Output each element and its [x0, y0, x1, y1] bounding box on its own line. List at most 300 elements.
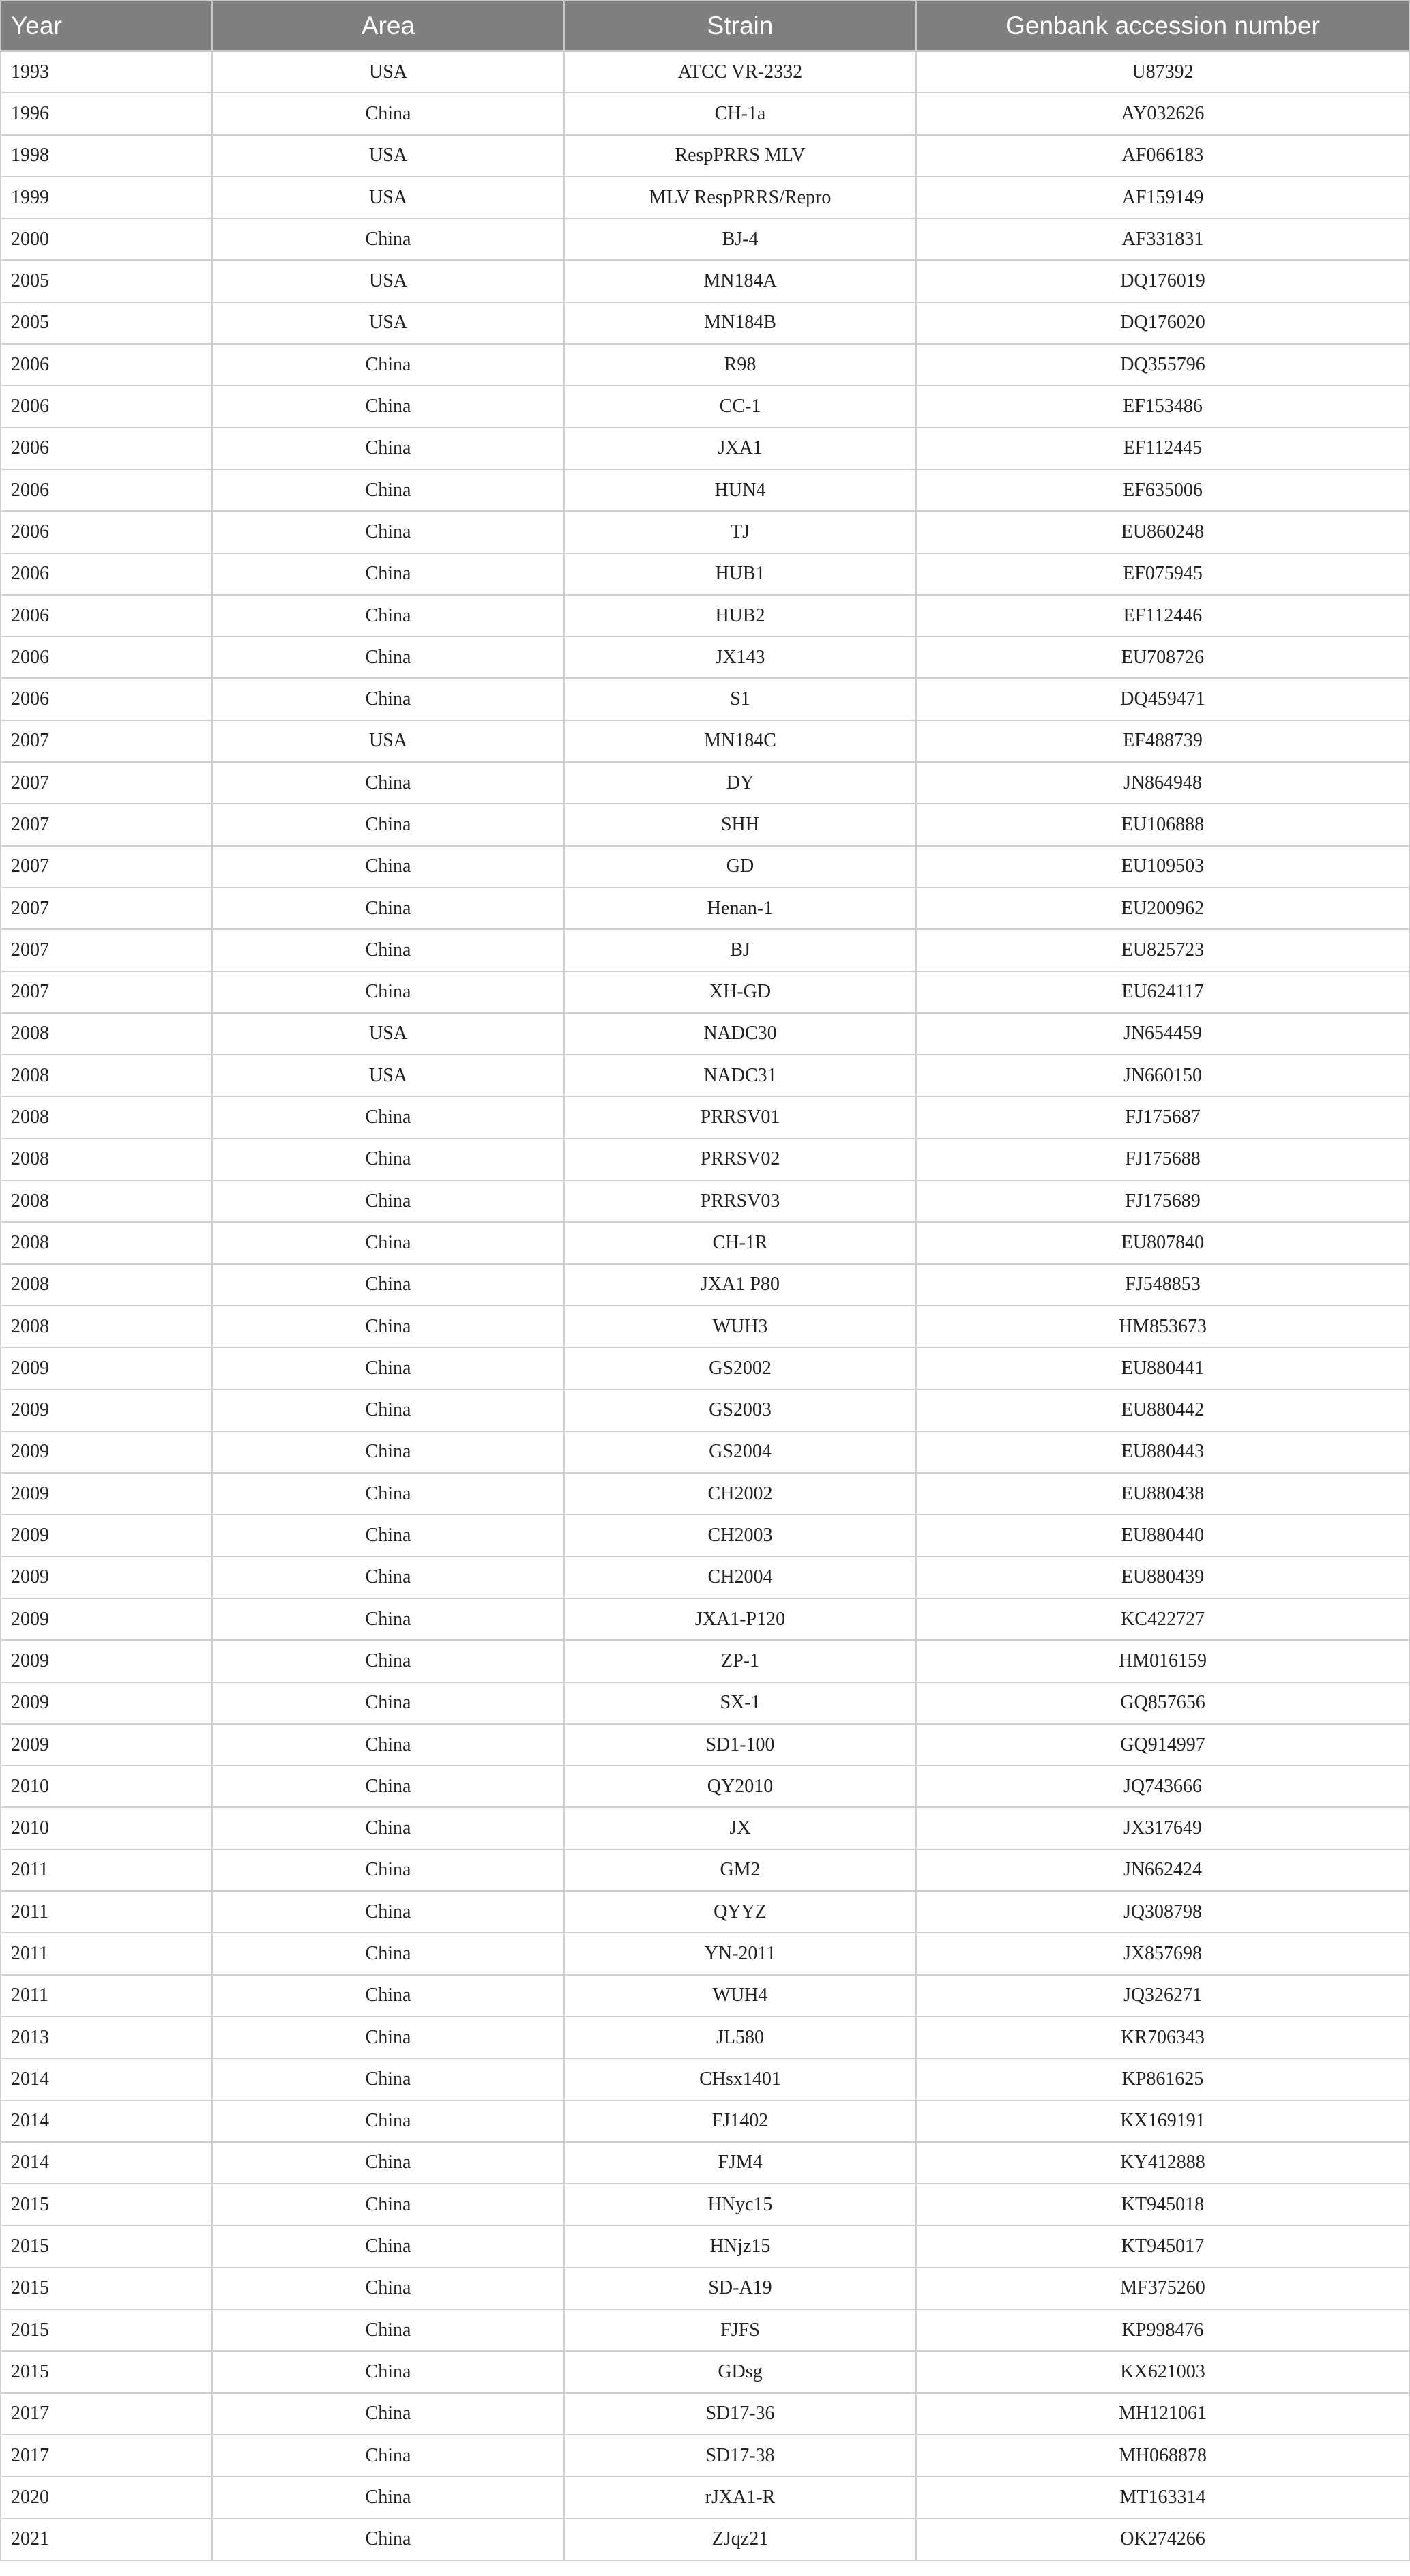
cell-year: 2015 — [1, 2268, 212, 2309]
cell-strain: Henan-1 — [564, 888, 916, 929]
header-accession: Genbank accession number — [916, 1, 1409, 51]
cell-area: China — [212, 2393, 564, 2435]
cell-accession: KT945017 — [916, 2225, 1409, 2267]
cell-year: 2008 — [1, 1013, 212, 1055]
cell-area: USA — [212, 720, 564, 762]
cell-year: 2007 — [1, 762, 212, 804]
cell-year: 2013 — [1, 2017, 212, 2058]
cell-accession: JN864948 — [916, 762, 1409, 804]
cell-accession: FJ175688 — [916, 1139, 1409, 1180]
cell-accession: JN654459 — [916, 1013, 1409, 1055]
cell-accession: JN660150 — [916, 1055, 1409, 1096]
cell-strain: SD-A19 — [564, 2268, 916, 2309]
cell-year: 2007 — [1, 971, 212, 1013]
cell-area: China — [212, 1096, 564, 1138]
cell-strain: SD17-36 — [564, 2393, 916, 2435]
cell-accession: AF159149 — [916, 177, 1409, 218]
cell-year: 2009 — [1, 1682, 212, 1724]
cell-accession: KC422727 — [916, 1598, 1409, 1640]
cell-area: China — [212, 1222, 564, 1263]
cell-area: China — [212, 553, 564, 595]
table-row — [1, 218, 1409, 260]
cell-area: China — [212, 1347, 564, 1389]
cell-strain: TJ — [564, 511, 916, 553]
cell-area: China — [212, 804, 564, 845]
table-row — [1, 1933, 1409, 1974]
cell-area: China — [212, 678, 564, 720]
cell-year: 2009 — [1, 1598, 212, 1640]
cell-area: China — [212, 1390, 564, 1431]
cell-accession: EU880439 — [916, 1557, 1409, 1598]
table-row — [1, 636, 1409, 678]
cell-strain: rJXA1-R — [564, 2476, 916, 2518]
cell-area: China — [212, 1180, 564, 1222]
cell-area: China — [212, 1933, 564, 1974]
table-row — [1, 1306, 1409, 1347]
cell-accession: DQ176019 — [916, 260, 1409, 302]
cell-year: 2008 — [1, 1055, 212, 1096]
cell-year: 2006 — [1, 595, 212, 636]
cell-year: 2006 — [1, 385, 212, 427]
cell-area: China — [212, 888, 564, 929]
cell-accession: OK274266 — [916, 2519, 1409, 2560]
cell-year: 2010 — [1, 1766, 212, 1807]
cell-year: 2007 — [1, 720, 212, 762]
cell-area: China — [212, 1975, 564, 2017]
cell-accession: EU200962 — [916, 888, 1409, 929]
cell-strain: CH-1a — [564, 93, 916, 134]
cell-area: China — [212, 344, 564, 385]
cell-strain: FJM4 — [564, 2142, 916, 2184]
table-row — [1, 2142, 1409, 2184]
table-row — [1, 1264, 1409, 1306]
table-row — [1, 260, 1409, 302]
cell-strain: HUB1 — [564, 553, 916, 595]
cell-area: China — [212, 1724, 564, 1766]
cell-area: China — [212, 1139, 564, 1180]
cell-accession: HM853673 — [916, 1306, 1409, 1347]
table-row — [1, 2268, 1409, 2309]
header-row — [1, 1, 1409, 51]
table-row — [1, 595, 1409, 636]
cell-area: China — [212, 2268, 564, 2309]
table-row — [1, 929, 1409, 971]
cell-strain: FJFS — [564, 2309, 916, 2351]
cell-strain: DY — [564, 762, 916, 804]
cell-accession: MH121061 — [916, 2393, 1409, 2435]
cell-accession: EU109503 — [916, 846, 1409, 888]
table-row — [1, 2101, 1409, 2142]
cell-area: USA — [212, 51, 564, 93]
cell-area: China — [212, 1514, 564, 1556]
cell-year: 2009 — [1, 1431, 212, 1473]
cell-year: 2007 — [1, 888, 212, 929]
cell-area: China — [212, 929, 564, 971]
table-row — [1, 2058, 1409, 2100]
cell-area: China — [212, 1306, 564, 1347]
cell-strain: QY2010 — [564, 1766, 916, 1807]
cell-strain: R98 — [564, 344, 916, 385]
cell-year: 2000 — [1, 218, 212, 260]
cell-year: 2008 — [1, 1096, 212, 1138]
cell-year: 2010 — [1, 1807, 212, 1849]
table-row — [1, 93, 1409, 134]
cell-accession: EU825723 — [916, 929, 1409, 971]
cell-area: China — [212, 2225, 564, 2267]
cell-year: 2007 — [1, 804, 212, 845]
table-row — [1, 1891, 1409, 1933]
cell-strain: HUN4 — [564, 469, 916, 511]
table-row — [1, 511, 1409, 553]
cell-accession: KP861625 — [916, 2058, 1409, 2100]
cell-strain: BJ-4 — [564, 218, 916, 260]
cell-strain: BJ — [564, 929, 916, 971]
cell-area: USA — [212, 1055, 564, 1096]
cell-year: 2014 — [1, 2142, 212, 2184]
cell-strain: NADC30 — [564, 1013, 916, 1055]
cell-accession: FJ175689 — [916, 1180, 1409, 1222]
cell-area: USA — [212, 302, 564, 344]
header-strain: Strain — [564, 1, 916, 51]
cell-area: China — [212, 1557, 564, 1598]
cell-accession: AF066183 — [916, 135, 1409, 177]
cell-year: 1993 — [1, 51, 212, 93]
table-row — [1, 2393, 1409, 2435]
cell-strain: WUH4 — [564, 1975, 916, 2017]
cell-strain: SHH — [564, 804, 916, 845]
cell-strain: RespPRRS MLV — [564, 135, 916, 177]
cell-area: China — [212, 1891, 564, 1933]
table-row — [1, 2017, 1409, 2058]
cell-strain: HUB2 — [564, 595, 916, 636]
cell-accession: EU880438 — [916, 1473, 1409, 1514]
table-row — [1, 1055, 1409, 1096]
cell-accession: EU880443 — [916, 1431, 1409, 1473]
cell-year: 2006 — [1, 469, 212, 511]
cell-year: 2015 — [1, 2309, 212, 2351]
cell-accession: KX621003 — [916, 2351, 1409, 2392]
cell-strain: CH2002 — [564, 1473, 916, 1514]
cell-accession: EF112446 — [916, 595, 1409, 636]
cell-area: China — [212, 2017, 564, 2058]
cell-strain: GS2004 — [564, 1431, 916, 1473]
cell-area: China — [212, 1807, 564, 1849]
table-row — [1, 1598, 1409, 1640]
cell-strain: SX-1 — [564, 1682, 916, 1724]
cell-year: 2008 — [1, 1306, 212, 1347]
cell-accession: JQ326271 — [916, 1975, 1409, 2017]
cell-year: 2008 — [1, 1264, 212, 1306]
cell-accession: JX857698 — [916, 1933, 1409, 1974]
table-row — [1, 1096, 1409, 1138]
table-row — [1, 678, 1409, 720]
table-row — [1, 177, 1409, 218]
cell-accession: FJ175687 — [916, 1096, 1409, 1138]
cell-strain: GS2002 — [564, 1347, 916, 1389]
cell-year: 2009 — [1, 1514, 212, 1556]
cell-area: China — [212, 1849, 564, 1891]
table-row — [1, 1514, 1409, 1556]
cell-area: China — [212, 2351, 564, 2392]
table-row — [1, 1222, 1409, 1263]
table-row — [1, 1180, 1409, 1222]
cell-area: China — [212, 2309, 564, 2351]
cell-strain: XH-GD — [564, 971, 916, 1013]
cell-year: 2015 — [1, 2225, 212, 2267]
cell-strain: HNjz15 — [564, 2225, 916, 2267]
table-row — [1, 846, 1409, 888]
cell-strain: CC-1 — [564, 385, 916, 427]
cell-year: 2011 — [1, 1933, 212, 1974]
table-row — [1, 804, 1409, 845]
cell-strain: HNyc15 — [564, 2184, 916, 2225]
table-body — [1, 51, 1409, 2560]
table-row — [1, 720, 1409, 762]
cell-area: China — [212, 93, 564, 134]
cell-strain: MN184A — [564, 260, 916, 302]
cell-accession: EF488739 — [916, 720, 1409, 762]
table-row — [1, 1557, 1409, 1598]
cell-area: China — [212, 428, 564, 469]
cell-year: 2011 — [1, 1891, 212, 1933]
cell-accession: AY032626 — [916, 93, 1409, 134]
table-row — [1, 2476, 1409, 2518]
cell-accession: EU860248 — [916, 511, 1409, 553]
cell-accession: EU708726 — [916, 636, 1409, 678]
cell-year: 2017 — [1, 2435, 212, 2476]
cell-accession: MH068878 — [916, 2435, 1409, 2476]
cell-accession: KT945018 — [916, 2184, 1409, 2225]
cell-year: 2014 — [1, 2058, 212, 2100]
table-row — [1, 971, 1409, 1013]
table-row — [1, 2225, 1409, 2267]
cell-area: China — [212, 2435, 564, 2476]
cell-strain: MLV RespPRRS/Repro — [564, 177, 916, 218]
cell-area: China — [212, 1640, 564, 1682]
table-row — [1, 2351, 1409, 2392]
cell-year: 2009 — [1, 1390, 212, 1431]
cell-strain: MN184C — [564, 720, 916, 762]
table-row — [1, 2184, 1409, 2225]
cell-year: 2014 — [1, 2101, 212, 2142]
cell-accession: KY412888 — [916, 2142, 1409, 2184]
cell-accession: MF375260 — [916, 2268, 1409, 2309]
cell-year: 2009 — [1, 1640, 212, 1682]
cell-accession: DQ176020 — [916, 302, 1409, 344]
table-row — [1, 302, 1409, 344]
table-row — [1, 1640, 1409, 1682]
cell-area: China — [212, 2058, 564, 2100]
cell-strain: FJ1402 — [564, 2101, 916, 2142]
cell-area: China — [212, 1682, 564, 1724]
cell-year: 2005 — [1, 302, 212, 344]
cell-strain: ATCC VR-2332 — [564, 51, 916, 93]
cell-area: USA — [212, 260, 564, 302]
cell-area: China — [212, 846, 564, 888]
table-row — [1, 1766, 1409, 1807]
cell-strain: SD17-38 — [564, 2435, 916, 2476]
cell-accession: EF635006 — [916, 469, 1409, 511]
table-row — [1, 2435, 1409, 2476]
cell-accession: EF075945 — [916, 553, 1409, 595]
table-row — [1, 553, 1409, 595]
table-row — [1, 1975, 1409, 2017]
cell-area: China — [212, 971, 564, 1013]
cell-area: USA — [212, 1013, 564, 1055]
cell-strain: GS2003 — [564, 1390, 916, 1431]
cell-area: China — [212, 218, 564, 260]
table-row — [1, 385, 1409, 427]
cell-strain: JL580 — [564, 2017, 916, 2058]
cell-accession: KP998476 — [916, 2309, 1409, 2351]
cell-accession: JQ743666 — [916, 1766, 1409, 1807]
cell-year: 2015 — [1, 2351, 212, 2392]
cell-accession: EU624117 — [916, 971, 1409, 1013]
cell-year: 2006 — [1, 428, 212, 469]
cell-area: China — [212, 2101, 564, 2142]
table-row — [1, 344, 1409, 385]
cell-strain: JX — [564, 1807, 916, 1849]
cell-strain: ZJqz21 — [564, 2519, 916, 2560]
table-row — [1, 1473, 1409, 1514]
table-row — [1, 1431, 1409, 1473]
cell-year: 2011 — [1, 1975, 212, 2017]
cell-strain: S1 — [564, 678, 916, 720]
cell-strain: WUH3 — [564, 1306, 916, 1347]
cell-year: 2017 — [1, 2393, 212, 2435]
table-row — [1, 1347, 1409, 1389]
cell-area: USA — [212, 177, 564, 218]
cell-year: 2005 — [1, 260, 212, 302]
table-row — [1, 1724, 1409, 1766]
cell-area: China — [212, 1598, 564, 1640]
cell-accession: GQ857656 — [916, 1682, 1409, 1724]
cell-year: 2006 — [1, 553, 212, 595]
header-area: Area — [212, 1, 564, 51]
cell-area: China — [212, 595, 564, 636]
cell-area: China — [212, 1264, 564, 1306]
cell-area: China — [212, 2142, 564, 2184]
cell-accession: GQ914997 — [916, 1724, 1409, 1766]
table-row — [1, 469, 1409, 511]
cell-year: 2009 — [1, 1473, 212, 1514]
cell-year: 2015 — [1, 2184, 212, 2225]
table-row — [1, 1390, 1409, 1431]
cell-year: 2009 — [1, 1557, 212, 1598]
cell-year: 2008 — [1, 1180, 212, 1222]
cell-strain: YN-2011 — [564, 1933, 916, 1974]
cell-year: 2021 — [1, 2519, 212, 2560]
cell-year: 2006 — [1, 678, 212, 720]
cell-strain: PRRSV01 — [564, 1096, 916, 1138]
table-row — [1, 1807, 1409, 1849]
cell-strain: CHsx1401 — [564, 2058, 916, 2100]
cell-strain: CH2003 — [564, 1514, 916, 1556]
cell-strain: PRRSV03 — [564, 1180, 916, 1222]
cell-accession: EU880442 — [916, 1390, 1409, 1431]
cell-strain: NADC31 — [564, 1055, 916, 1096]
cell-strain: ZP-1 — [564, 1640, 916, 1682]
table-row — [1, 428, 1409, 469]
cell-accession: EU880440 — [916, 1514, 1409, 1556]
cell-accession: DQ459471 — [916, 678, 1409, 720]
table-row — [1, 1849, 1409, 1891]
cell-area: China — [212, 385, 564, 427]
cell-accession: MT163314 — [916, 2476, 1409, 2518]
cell-accession: JQ308798 — [916, 1891, 1409, 1933]
cell-accession: KX169191 — [916, 2101, 1409, 2142]
cell-accession: EU807840 — [916, 1222, 1409, 1263]
cell-year: 2007 — [1, 846, 212, 888]
cell-strain: SD1-100 — [564, 1724, 916, 1766]
table-row — [1, 888, 1409, 929]
cell-strain: JXA1 P80 — [564, 1264, 916, 1306]
cell-area: China — [212, 1473, 564, 1514]
table-row — [1, 762, 1409, 804]
cell-area: China — [212, 2184, 564, 2225]
cell-year: 2009 — [1, 1724, 212, 1766]
cell-year: 2007 — [1, 929, 212, 971]
table-row — [1, 1139, 1409, 1180]
header-year: Year — [1, 1, 212, 51]
cell-area: China — [212, 1766, 564, 1807]
cell-year: 2006 — [1, 511, 212, 553]
cell-strain: JXA1-P120 — [564, 1598, 916, 1640]
cell-strain: QYYZ — [564, 1891, 916, 1933]
cell-strain: JX143 — [564, 636, 916, 678]
cell-accession: KR706343 — [916, 2017, 1409, 2058]
table-row — [1, 2309, 1409, 2351]
cell-strain: CH-1R — [564, 1222, 916, 1263]
cell-strain: GD — [564, 846, 916, 888]
cell-area: China — [212, 511, 564, 553]
table-row — [1, 135, 1409, 177]
cell-strain: GM2 — [564, 1849, 916, 1891]
cell-strain: PRRSV02 — [564, 1139, 916, 1180]
table-row — [1, 2519, 1409, 2560]
cell-area: China — [212, 1431, 564, 1473]
cell-accession: JX317649 — [916, 1807, 1409, 1849]
cell-year: 1998 — [1, 135, 212, 177]
cell-year: 2006 — [1, 344, 212, 385]
cell-accession: AF331831 — [916, 218, 1409, 260]
cell-strain: CH2004 — [564, 1557, 916, 1598]
cell-area: China — [212, 762, 564, 804]
cell-accession: EF153486 — [916, 385, 1409, 427]
cell-year: 2008 — [1, 1139, 212, 1180]
cell-accession: U87392 — [916, 51, 1409, 93]
cell-strain: JXA1 — [564, 428, 916, 469]
cell-year: 2009 — [1, 1347, 212, 1389]
cell-area: USA — [212, 135, 564, 177]
cell-accession: EF112445 — [916, 428, 1409, 469]
table-row — [1, 51, 1409, 93]
cell-accession: FJ548853 — [916, 1264, 1409, 1306]
cell-area: China — [212, 469, 564, 511]
cell-year: 2008 — [1, 1222, 212, 1263]
cell-accession: JN662424 — [916, 1849, 1409, 1891]
cell-area: China — [212, 636, 564, 678]
cell-accession: DQ355796 — [916, 344, 1409, 385]
cell-accession: HM016159 — [916, 1640, 1409, 1682]
table-header — [1, 1, 1409, 51]
table-row — [1, 1013, 1409, 1055]
cell-year: 2011 — [1, 1849, 212, 1891]
cell-accession: EU106888 — [916, 804, 1409, 845]
cell-area: China — [212, 2519, 564, 2560]
cell-accession: EU880441 — [916, 1347, 1409, 1389]
cell-strain: MN184B — [564, 302, 916, 344]
